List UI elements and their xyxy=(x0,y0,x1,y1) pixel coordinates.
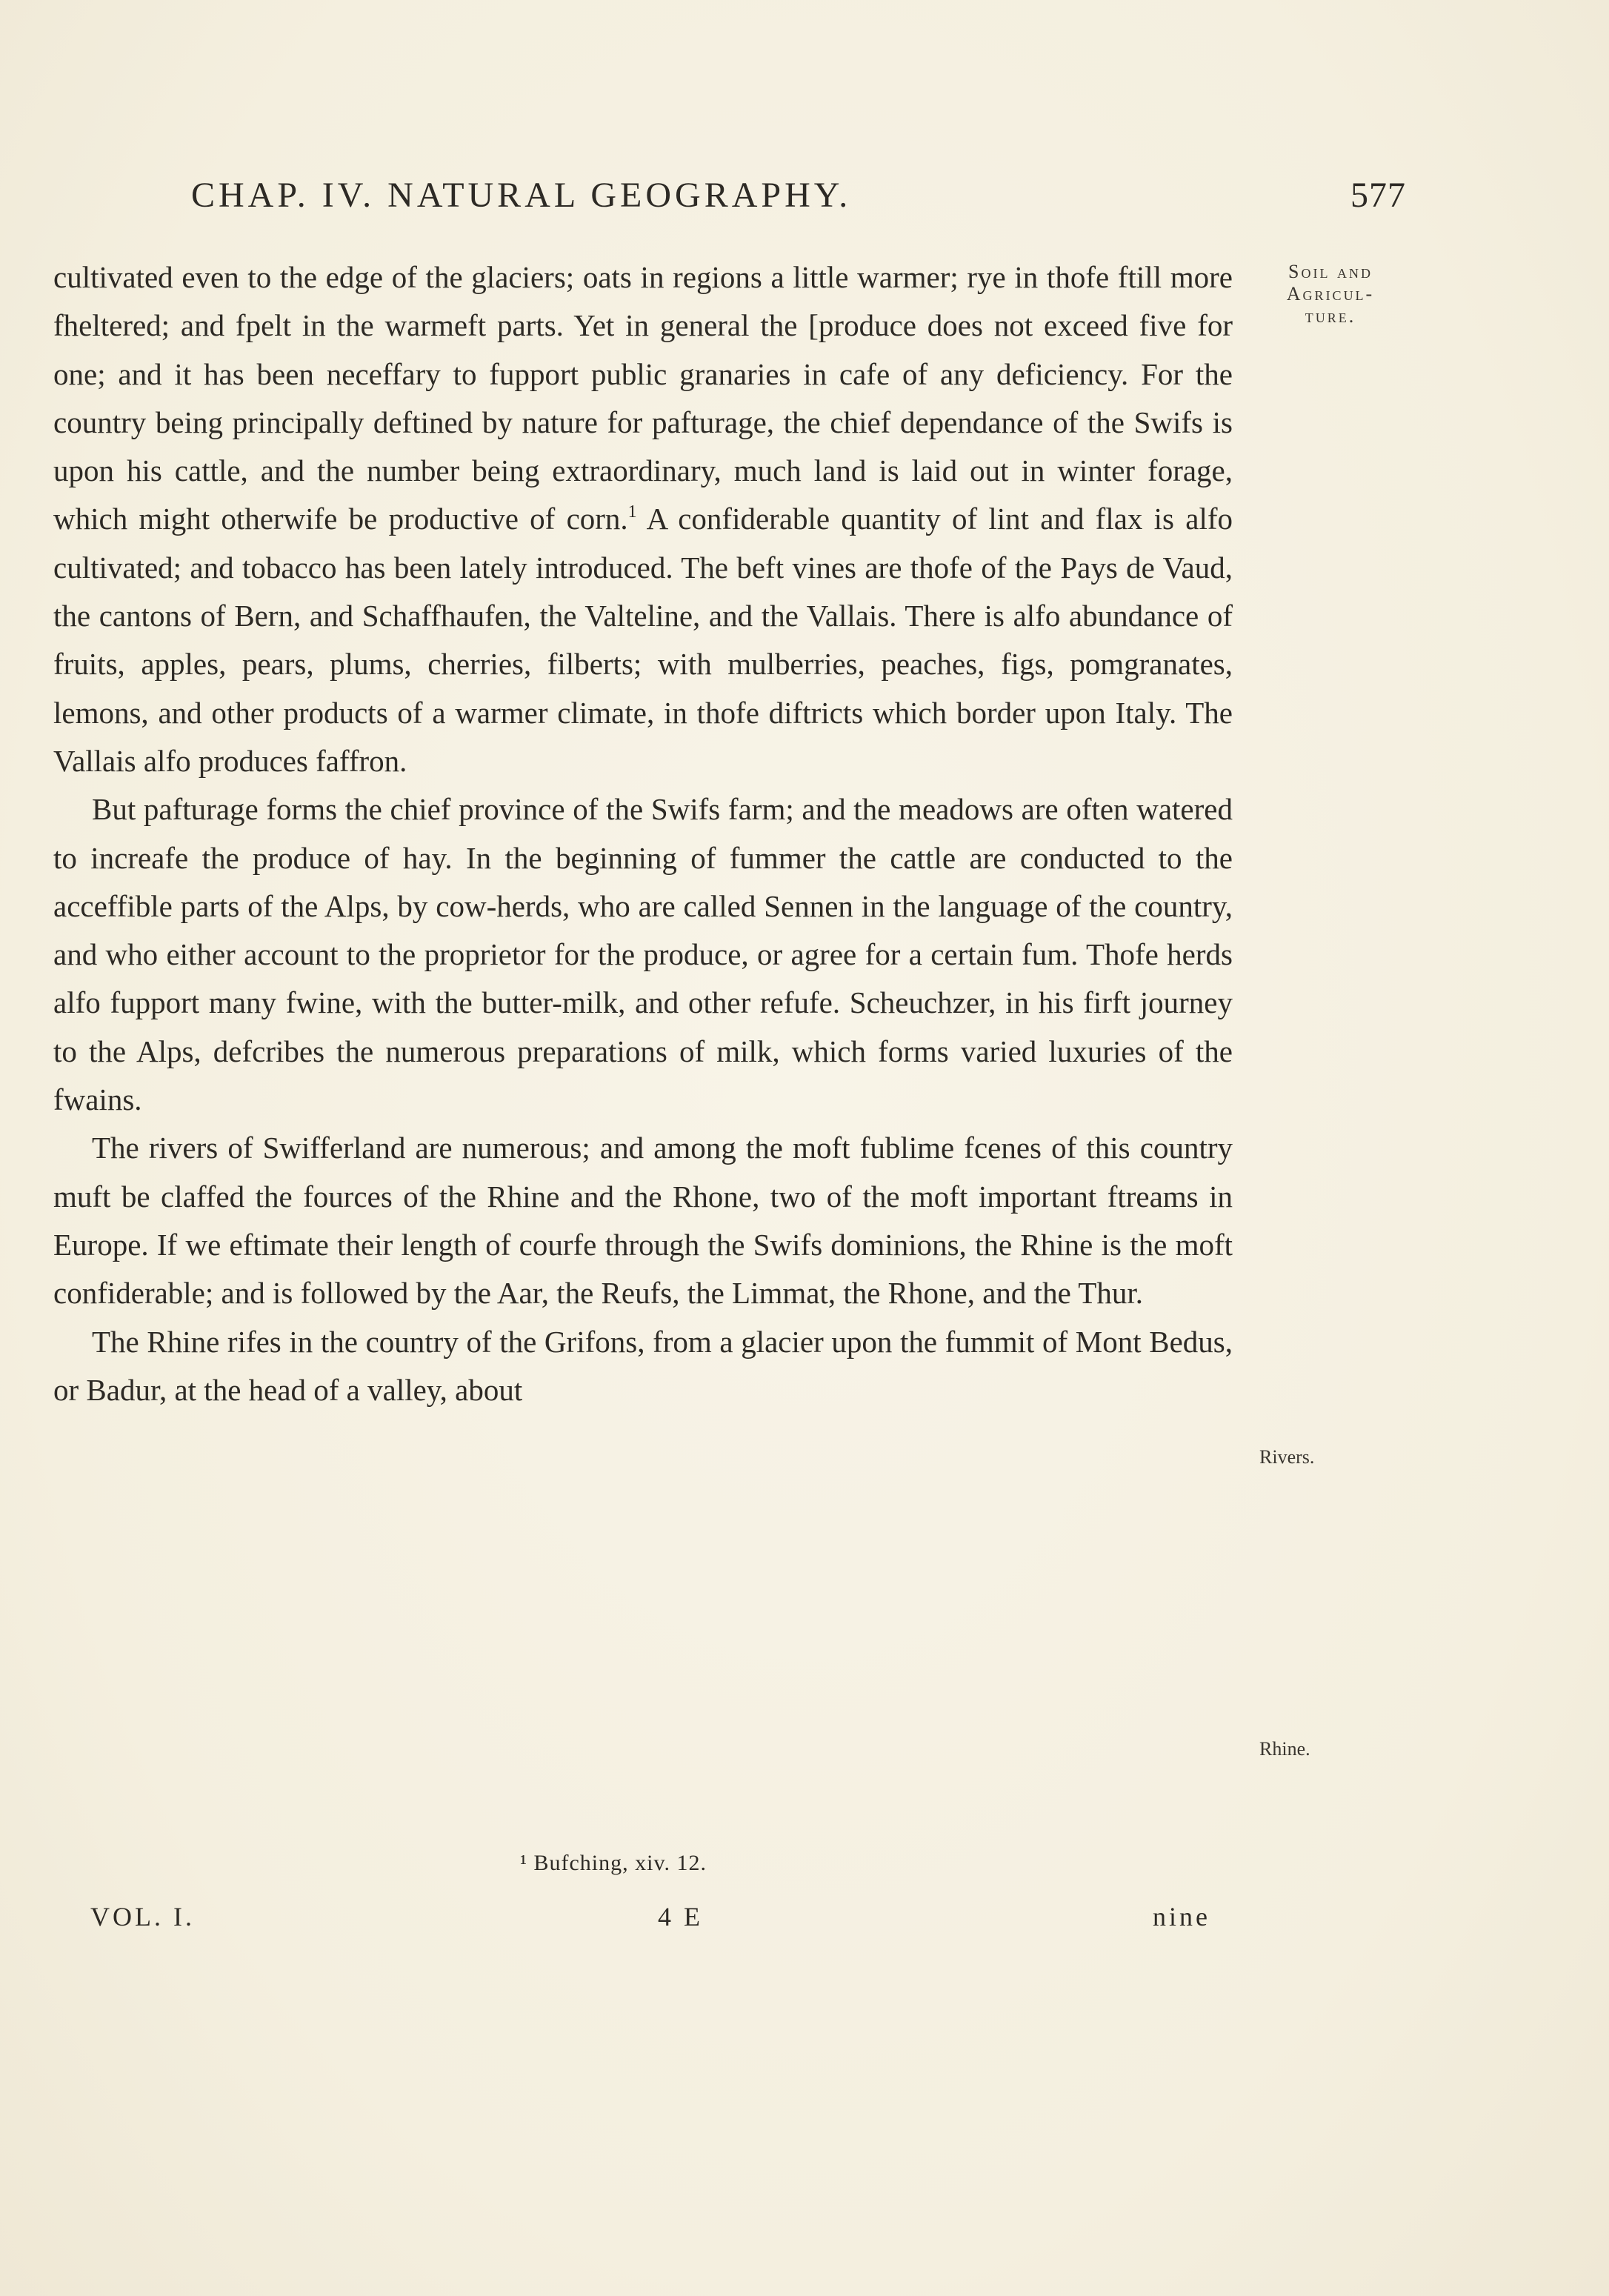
volume-label: VOL. I. xyxy=(90,1902,195,1931)
paragraph-soil-text: cultivated even to the edge of the glaciers; oats in regions a little warmer; rye in thofe ftill more fheltered; and fpelt in the warmeft parts. Yet in general the [produce does not exceed five for one; and it has been neceffary to fupport public granaries in cafe of any deficiency. For the country being principally deftined by nature for pafturage, the chief dependance of the Swifs is upon his cattle, and the number being extraordinary, much land is laid out in winter forage, which might otherwife be productive of corn. xyxy=(53,260,1233,536)
paragraph-soil-text-rest: A confiderable quantity of lint and flax is alfo cultivated; and tobacco has been lately introduced. The beft vines are thofe of the Pays de Vaud, the cantons of Bern, and Schaffhaufen, the Valteline, and the Vallais. There is alfo abundance of fruits, apples, pears, plums, cherries, filberts; with mulberries, peaches, figs, pomgranates, lemons, and other products of a warmer climate, in thofe diftricts which border upon Italy. The Vallais alfo produces faffron. xyxy=(53,502,1233,778)
footnote-marker: 1 xyxy=(627,502,637,522)
paragraph-soil xyxy=(53,253,1233,785)
margin-note-rhine: Rhine. xyxy=(1259,1738,1310,1760)
signature-mark: 4 E xyxy=(658,1902,703,1931)
margin-note-rivers: Rivers. xyxy=(1259,1446,1315,1468)
catchword: nine xyxy=(1153,1902,1210,1931)
footnote: ¹ Bufching, xiv. 12. xyxy=(520,1851,707,1875)
page-number: 577 xyxy=(1350,176,1406,215)
paragraph-pasturage: But pafturage forms the chief province of the Swifs farm; and the meadows are often watered to increafe the produce of hay. In the beginning of fummer the cattle are conducted to the acceffible parts of the Alps, by cow-herds, who are called Sennen in the language of the country, and who either account to the proprietor for the produce, or agree for a certain fum. Thofe herds alfo fupport many fwine, with the butter-milk, and other refufe. Scheuchzer, in his firft journey to the Alps, defcribes the numerous preparations of milk, which forms varied luxuries of the fwains. xyxy=(53,792,1233,1117)
running-header xyxy=(191,175,1406,227)
margin-note-soil-line1: Soil and xyxy=(1288,261,1373,282)
margin-note-soil xyxy=(1256,261,1405,327)
paragraph-rivers: The rivers of Swifferland are numerous; and among the moft fublime fcenes of this country muft be claffed the fources of the Rhine and the Rhone, two of the moft important ftreams in Europe. If we eftimate their length of courfe through the Swifs dominions, the Rhine is the moft confiderable; and is followed by the Aar, the Reufs, the Limmat, the Rhone, and the Thur. xyxy=(53,1131,1233,1311)
main-text xyxy=(53,253,1233,1414)
chapter-title: CHAP. IV. NATURAL GEOGRAPHY. xyxy=(191,176,852,215)
margin-note-soil-line3: ture. xyxy=(1305,305,1356,327)
paragraph-rhine: The Rhine rifes in the country of the Grifons, from a glacier upon the fummit of Mont Bedus, or Badur, at the head of a valley, about xyxy=(53,1324,1233,1407)
margin-note-soil-line2: Agricul- xyxy=(1286,283,1375,305)
